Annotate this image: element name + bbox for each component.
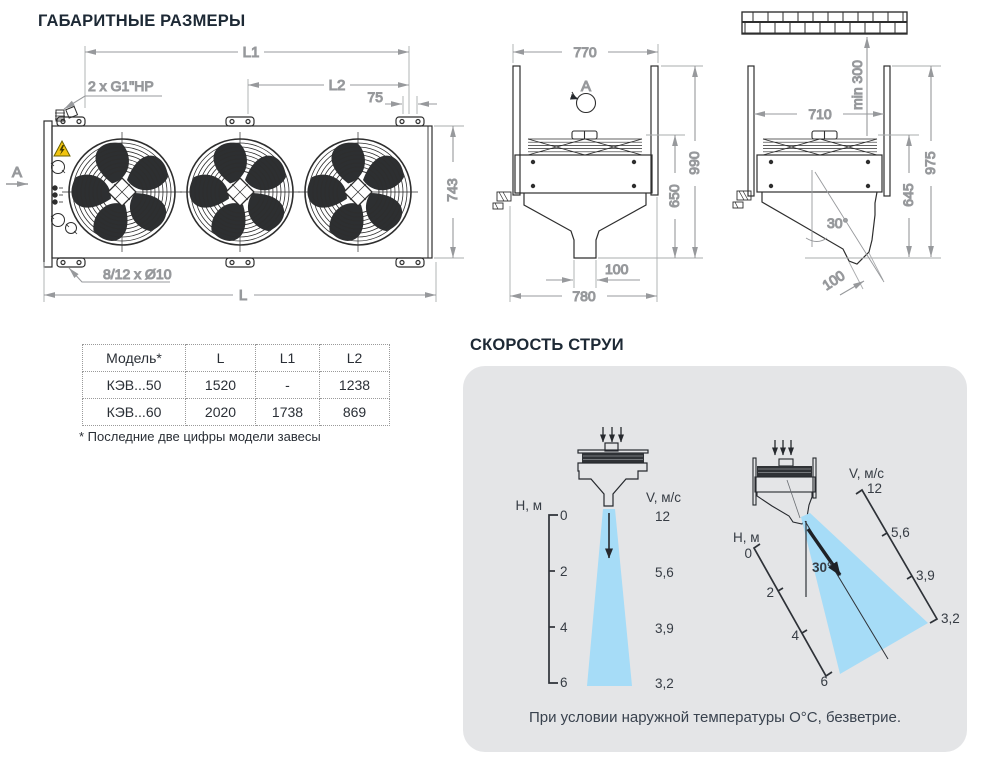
col-header-l2: L2 (320, 345, 390, 372)
table-row (83, 372, 390, 399)
electrical-warning-icon (54, 141, 70, 156)
h-tick-0: 0 (744, 546, 752, 561)
wall-mount-view-dimensions (754, 37, 941, 295)
h-tick-0: 0 (560, 508, 568, 523)
fitting-label: 2 x G1"HP (88, 78, 154, 94)
unit-pictogram (753, 458, 816, 524)
cell-l1: 1738 (256, 399, 320, 426)
jet-velocity-heading: СКОРОСТЬ СТРУИ (470, 336, 624, 354)
dim-label-100-angled: 100 (819, 267, 848, 294)
v-tick-32: 3,2 (941, 611, 960, 626)
col-header-l1: L1 (256, 345, 320, 372)
dim-label-770: 770 (573, 44, 597, 60)
cell-l2: 1238 (320, 372, 390, 399)
h-axis-label: H, м (515, 498, 542, 513)
dim-label-650: 650 (666, 184, 682, 208)
view-a-indicator (572, 92, 596, 113)
wall-mount-view-drawing (733, 12, 907, 264)
side-view-dimensions (510, 44, 703, 304)
v-tick-12: 12 (655, 509, 671, 524)
v-tick-39: 3,9 (655, 621, 674, 636)
v-tick-56: 5,6 (655, 565, 674, 580)
cell-l1: - (256, 372, 320, 399)
side-view-drawing (493, 66, 658, 258)
table-row (83, 399, 390, 426)
h-axis-label: H, м (733, 530, 760, 545)
unit-pictogram (578, 443, 648, 506)
dim-label-743: 743 (444, 178, 460, 202)
dim-label-min300: min 300 (849, 60, 865, 110)
cell-l: 2020 (186, 399, 256, 426)
dim-label-l: L (238, 287, 248, 304)
angle-label: 30° (812, 560, 833, 575)
jet-diagram-angled (733, 440, 960, 689)
dim-label-30deg: 30° (827, 215, 849, 231)
cell-model: КЭВ...60 (83, 399, 186, 426)
pipe-fitting (55, 106, 78, 121)
v-tick-39: 3,9 (916, 568, 935, 583)
jet-condition-note: При условии наружной температуры О°С, безветрие. (528, 709, 902, 726)
dim-label-l2: L2 (328, 77, 346, 94)
table-header-row (83, 345, 390, 372)
mounting-bracket (57, 117, 424, 126)
cell-l2: 869 (320, 399, 390, 426)
height-axis (549, 515, 558, 683)
dim-label-75: 75 (367, 89, 383, 105)
view-a-label: A (580, 78, 592, 95)
h-tick-4: 4 (791, 628, 799, 643)
dim-label-l1: L1 (242, 44, 260, 61)
jet-diagram-vertical (515, 427, 681, 691)
dim-label-780: 780 (572, 288, 596, 304)
model-dimensions-table (82, 344, 390, 426)
dimensions-heading: ГАБАРИТНЫЕ РАЗМЕРЫ (38, 12, 246, 30)
fan-grille (62, 132, 182, 252)
v-tick-32: 3,2 (655, 676, 674, 691)
cell-model: КЭВ...50 (83, 372, 186, 399)
table-footnote: * Последние две цифры модели завесы (79, 429, 321, 444)
v-axis-label: V, м/с (849, 466, 885, 481)
v-tick-56: 5,6 (891, 525, 910, 540)
h-tick-2: 2 (766, 585, 774, 600)
fan-grille (298, 132, 418, 252)
dim-label-645: 645 (900, 183, 916, 207)
dim-label-100: 100 (605, 261, 629, 277)
inflow-arrows-icon (775, 440, 791, 455)
view-arrow-label: A (11, 164, 23, 181)
v-tick-12: 12 (867, 481, 883, 496)
h-tick-6: 6 (820, 674, 828, 689)
dim-label-710: 710 (808, 106, 832, 122)
holes-label: 8/12 x Ø10 (103, 266, 172, 282)
fan-grille (180, 132, 300, 252)
h-tick-6: 6 (560, 675, 568, 690)
inflow-arrows-icon (603, 427, 621, 442)
col-header-l: L (186, 345, 256, 372)
col-header-model: Модель* (83, 345, 186, 372)
dim-label-975: 975 (922, 151, 938, 175)
h-tick-2: 2 (560, 564, 568, 579)
brick-wall (742, 12, 907, 34)
cell-l: 1520 (186, 372, 256, 399)
v-axis-label: V, м/с (646, 490, 682, 505)
front-view-drawing (44, 106, 432, 267)
dim-label-990: 990 (686, 151, 702, 175)
h-tick-4: 4 (560, 620, 568, 635)
